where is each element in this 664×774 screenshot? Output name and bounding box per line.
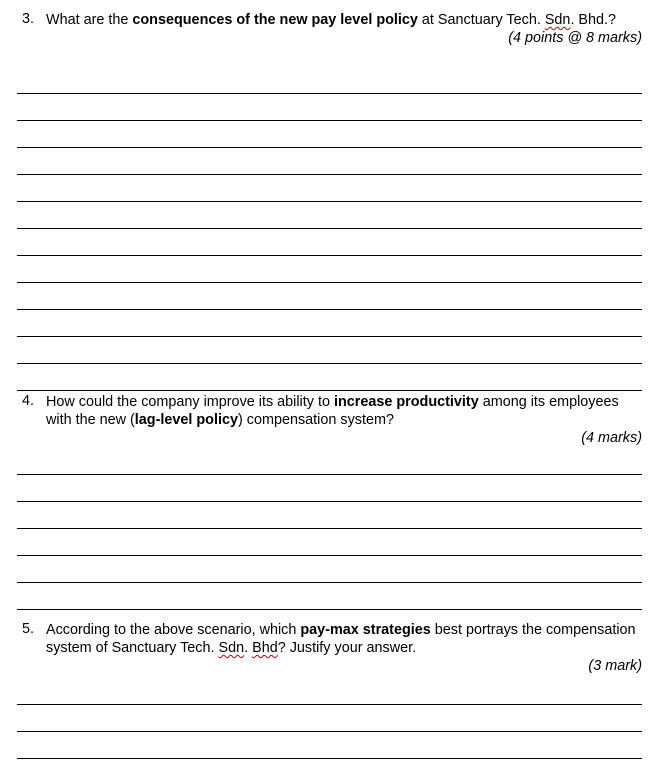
spelling-flagged-word: Bhd	[252, 640, 278, 656]
answer-line	[17, 758, 642, 759]
bold-phrase: pay-max strategies	[300, 622, 431, 638]
spelling-flagged-word: Sdn	[218, 640, 245, 656]
answer-line	[17, 528, 642, 529]
bold-phrase: lag-level policy	[134, 412, 238, 428]
answer-line	[17, 336, 642, 337]
marks-allocation: (4 marks)	[581, 430, 642, 446]
question-text: According to the above scenario, which pay-max strategies best portrays the compensation system of Sanctuary Tech. Sdn. Bhd? Justify your answer.	[46, 622, 636, 656]
answer-line	[17, 309, 642, 310]
answer-line	[17, 120, 642, 121]
answer-line	[17, 363, 642, 364]
answer-line	[17, 501, 642, 502]
question-4	[22, 393, 642, 447]
question-text: What are the consequences of the new pay level policy at Sanctuary Tech. Sdn. Bhd.?	[46, 12, 617, 28]
answer-line	[17, 147, 642, 148]
answer-line	[17, 93, 642, 94]
answer-line	[17, 555, 642, 556]
question-5	[22, 621, 642, 675]
question-number: 3.	[22, 11, 35, 27]
answer-line	[17, 282, 642, 283]
answer-line	[17, 174, 642, 175]
question-number: 5.	[22, 621, 35, 637]
answer-line	[17, 731, 642, 732]
answer-line	[17, 390, 642, 391]
marks-allocation: (3 mark)	[588, 658, 642, 674]
answer-line	[17, 704, 642, 705]
question-number: 4.	[22, 393, 35, 409]
answer-line	[17, 228, 642, 229]
marks-allocation: (4 points @ 8 marks)	[508, 30, 642, 46]
question-3	[22, 11, 642, 47]
spelling-flagged-word: Sdn	[544, 12, 571, 28]
answer-line	[17, 609, 642, 610]
answer-line	[17, 201, 642, 202]
question-text: How could the company improve its ability to increase productivity among its employees with the new (lag-level policy) compensation system?	[46, 394, 619, 428]
answer-line	[17, 474, 642, 475]
answer-line	[17, 582, 642, 583]
bold-phrase: increase productivity	[333, 394, 479, 410]
answer-line	[17, 255, 642, 256]
bold-phrase: consequences of the new pay level policy	[132, 12, 418, 28]
